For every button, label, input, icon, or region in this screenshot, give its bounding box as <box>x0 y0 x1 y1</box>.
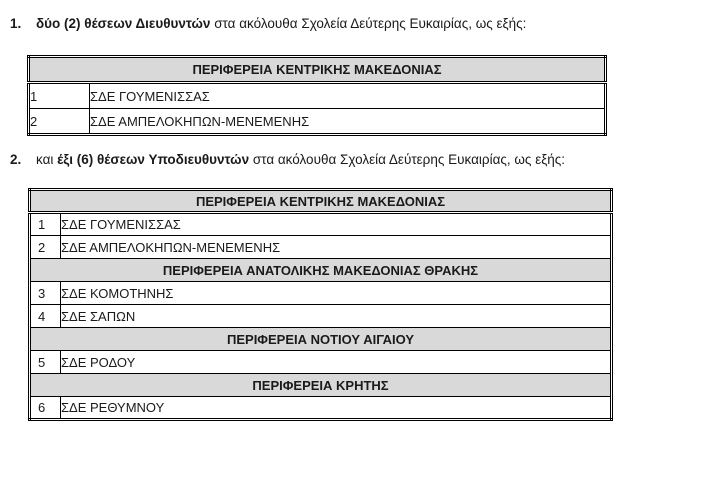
school-number-cell: 5 <box>30 351 61 374</box>
region-header-row <box>30 259 612 282</box>
school-number-cell: 4 <box>30 305 61 328</box>
school-name-cell: ΣΔΕ ΡΟΔΟΥ <box>61 351 612 374</box>
region-header-cell: ΠΕΡΙΦΕΡΕΙΑ ΑΝΑΤΟΛΙΚΗΣ ΜΑΚΕΔΟΝΙΑΣ ΘΡΑΚΗΣ <box>30 259 612 282</box>
school-number-cell: 1 <box>30 213 61 236</box>
school-name-cell: ΣΔΕ ΓΟΥΜΕΝΙΣΣΑΣ <box>90 83 606 109</box>
deputy-directors-table <box>28 188 613 421</box>
school-row <box>30 351 612 374</box>
school-name-cell: ΣΔΕ ΚΟΜΟΤΗΝΗΣ <box>61 282 612 305</box>
school-row <box>29 109 606 135</box>
school-number-cell: 1 <box>29 83 90 109</box>
region-header-cell: ΠΕΡΙΦΕΡΕΙΑ ΚΕΝΤΡΙΚΗΣ ΜΑΚΕΔΟΝΙΑΣ <box>29 57 606 83</box>
school-number-cell: 3 <box>30 282 61 305</box>
list-text-prefix: και <box>36 152 58 167</box>
school-number-cell: 2 <box>30 236 61 259</box>
school-number-cell: 2 <box>29 109 90 135</box>
school-name-cell: ΣΔΕ ΣΑΠΩΝ <box>61 305 612 328</box>
school-row <box>29 83 606 109</box>
list-text-bold: δύο (2) θέσεων Διευθυντών <box>36 16 211 31</box>
list-text <box>36 150 565 170</box>
list-text-suffix: στα ακόλουθα Σχολεία Δεύτερης Ευκαιρίας, ως εξής: <box>210 16 527 31</box>
region-header-row <box>30 190 612 213</box>
list-text <box>36 14 526 34</box>
school-row <box>30 236 612 259</box>
school-row <box>30 397 612 420</box>
list-text-bold: έξι (6) θέσεων Υποδιευθυντών <box>57 152 250 167</box>
region-header-row <box>30 328 612 351</box>
school-row <box>30 213 612 236</box>
list-text-suffix: στα ακόλουθα Σχολεία Δεύτερης Ευκαιρίας, ως εξής: <box>249 152 566 167</box>
region-header-cell: ΠΕΡΙΦΕΡΕΙΑ ΚΕΝΤΡΙΚΗΣ ΜΑΚΕΔΟΝΙΑΣ <box>30 190 612 213</box>
school-row <box>30 305 612 328</box>
list-item-deputy-directors <box>10 150 710 170</box>
school-name-cell: ΣΔΕ ΓΟΥΜΕΝΙΣΣΑΣ <box>61 213 612 236</box>
region-header-cell: ΠΕΡΙΦΕΡΕΙΑ ΚΡΗΤΗΣ <box>30 374 612 397</box>
list-item-directors <box>10 14 710 34</box>
paragraph-spacer <box>0 136 718 150</box>
region-header-row <box>29 57 606 83</box>
school-name-cell: ΣΔΕ ΑΜΠΕΛΟΚΗΠΩΝ-ΜΕΝΕΜΕΝΗΣ <box>90 109 606 135</box>
list-number: 1. <box>10 16 22 31</box>
region-header-cell: ΠΕΡΙΦΕΡΕΙΑ ΝΟΤΙΟΥ ΑΙΓΑΙΟΥ <box>30 328 612 351</box>
school-number-cell: 6 <box>30 397 61 420</box>
school-name-cell: ΣΔΕ ΑΜΠΕΛΟΚΗΠΩΝ-ΜΕΝΕΜΕΝΗΣ <box>61 236 612 259</box>
school-name-cell: ΣΔΕ ΡΕΘΥΜΝΟΥ <box>61 397 612 420</box>
list-number: 2. <box>10 152 22 167</box>
directors-table <box>27 55 607 136</box>
region-header-row <box>30 374 612 397</box>
school-row <box>30 282 612 305</box>
